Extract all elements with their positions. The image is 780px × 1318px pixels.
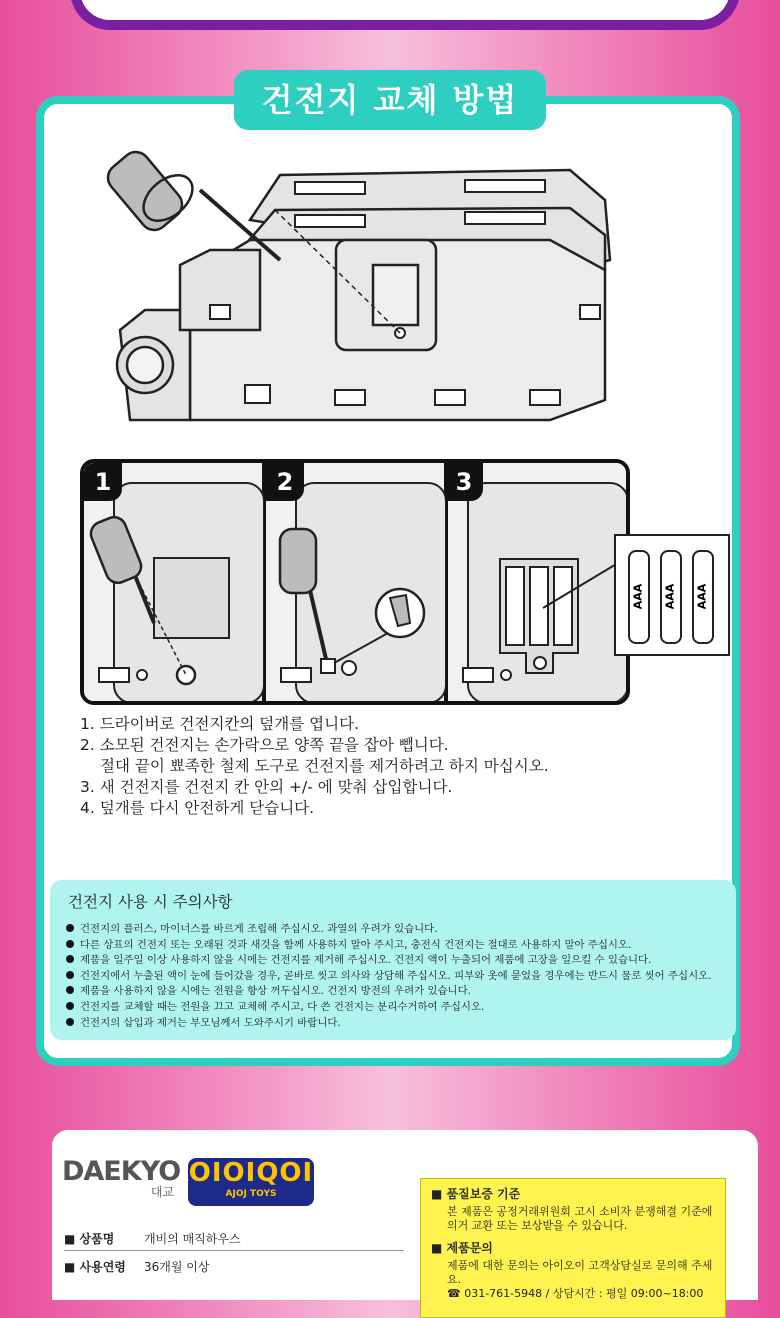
caution-item-text: 제품을 사용하지 않을 시에는 전원을 항상 꺼두십시오. 건전지 방전의 우려가 있습니다.: [80, 985, 471, 998]
inquiry-phone: ☎ 031-761-5948 / 상담시간 : 평일 09:00~18:00: [447, 1287, 704, 1300]
spec-product-key: ■ 상품명: [64, 1230, 144, 1247]
quality-text: 본 제품은 공정거래위원회 고시 소비자 분쟁해결 기준에 의거 교환 또는 보상받을 수 있습니다.: [447, 1205, 713, 1232]
step-1-panel: [84, 463, 266, 701]
spec-product: [64, 1230, 404, 1247]
quality-inquiry-box: [420, 1178, 726, 1318]
caution-heading: 건전지 사용 시 주의사항: [68, 893, 233, 911]
caution-item-text: 다른 상표의 건전지 또는 오래된 것과 새것을 함께 사용하지 말아 주시고, 충전식 건전지는 절대로 사용하지 말아 주십시오.: [80, 938, 632, 951]
caution-item: [66, 984, 720, 1000]
spec-age-key: ■ 사용연령: [64, 1258, 144, 1275]
caution-item-text: 건전지를 교체할 때는 전원을 끄고 교체해 주시고, 다 쓴 건전지는 분리수거하여 주십시오.: [80, 1000, 485, 1013]
caution-item-text: 제품을 일주일 이상 사용하지 않을 시에는 건전지를 제거해 주십시오. 건전지 액이 누출되어 제품에 고장을 일으킬 수 있습니다.: [80, 954, 652, 967]
instruction-list: [80, 714, 680, 819]
battery-zoom-box: [614, 534, 730, 656]
caution-item: [66, 969, 720, 985]
caution-item-text: 건전지에서 누출된 액이 눈에 들어갔을 경우, 곧바로 씻고 의사와 상담해 주십시오. 피부와 옷에 묻었을 경우에는 반드시 물로 씻어 주십시오.: [80, 969, 712, 982]
instruction-2-note: 절대 끝이 뾰족한 철제 도구로 건전지를 제거하려고 하지 마십시오.: [100, 757, 549, 775]
battery-1: [628, 550, 650, 644]
bullet-icon: [66, 924, 74, 932]
bullet-icon: [66, 1018, 74, 1026]
caution-item-text: 건전지의 삽입과 제거는 부모님께서 도와주시기 바랍니다.: [80, 1016, 341, 1029]
daekyo-logo-text: DAEKYO: [62, 1156, 181, 1187]
daekyo-logo-sub: 대교: [150, 1185, 174, 1199]
step-2-panel: [266, 463, 448, 701]
bullet-icon: [66, 1002, 74, 1010]
ioi-logo-sub: AJOJ TOYS: [225, 1189, 277, 1199]
caution-item: [66, 922, 720, 938]
daekyo-logo: [62, 1156, 182, 1200]
ioi-logo-text: OIOIQOI: [188, 1158, 314, 1188]
battery-3-label: AAA: [695, 583, 709, 610]
caution-item: [66, 953, 720, 969]
product-info-footer: [52, 1130, 758, 1300]
instruction-1: 1. 드라이버로 건전지칸의 덮개를 엽니다.: [80, 715, 359, 733]
quality-heading: ■ 품질보증 기준: [431, 1185, 715, 1202]
instruction-4: 4. 덮개를 다시 안전하게 닫습니다.: [80, 799, 315, 817]
page-title: 건전지 교체 방법: [234, 70, 546, 130]
inquiry-heading: ■ 제품문의: [431, 1239, 715, 1256]
battery-3: [692, 550, 714, 644]
caution-item: [66, 938, 720, 954]
battery-cover-illustration: [70, 140, 630, 440]
instruction-2: 2. 소모된 건전지는 손가락으로 양쪽 끝을 잡아 뺍니다.: [80, 736, 449, 754]
battery-2: [660, 550, 682, 644]
caution-item: [66, 1016, 720, 1032]
caution-list: [66, 922, 720, 1031]
step-panels: [80, 459, 630, 705]
caution-item: [66, 1000, 720, 1016]
caution-item-text: 건전지의 플러스, 마이너스를 바르게 조립해 주십시오. 과열의 우려가 있습니다.: [80, 923, 438, 935]
bullet-icon: [66, 971, 74, 979]
bullet-icon: [66, 940, 74, 948]
ioi-logo: [188, 1158, 314, 1206]
step-2-number: 2: [266, 463, 304, 501]
bullet-icon: [66, 986, 74, 994]
step-1-number: 1: [84, 463, 122, 501]
bullet-icon: [66, 955, 74, 963]
battery-2-label: AAA: [663, 583, 677, 610]
top-decorative-frame: [70, 0, 740, 30]
spec-divider: [64, 1250, 404, 1251]
step-3-number: 3: [445, 463, 483, 501]
inquiry-text: 제품에 대한 문의는 아이오이 고객상담실로 문의해 주세요.: [447, 1259, 713, 1286]
instruction-3: 3. 새 건전지를 건전지 칸 안의 +/- 에 맞춰 삽입합니다.: [80, 778, 453, 796]
spec-age-value: 36개월 이상: [144, 1260, 210, 1274]
spec-product-value: 개비의 매직하우스: [144, 1232, 241, 1246]
battery-1-label: AAA: [631, 583, 645, 610]
caution-box: [50, 880, 736, 1040]
spec-age: [64, 1258, 404, 1275]
